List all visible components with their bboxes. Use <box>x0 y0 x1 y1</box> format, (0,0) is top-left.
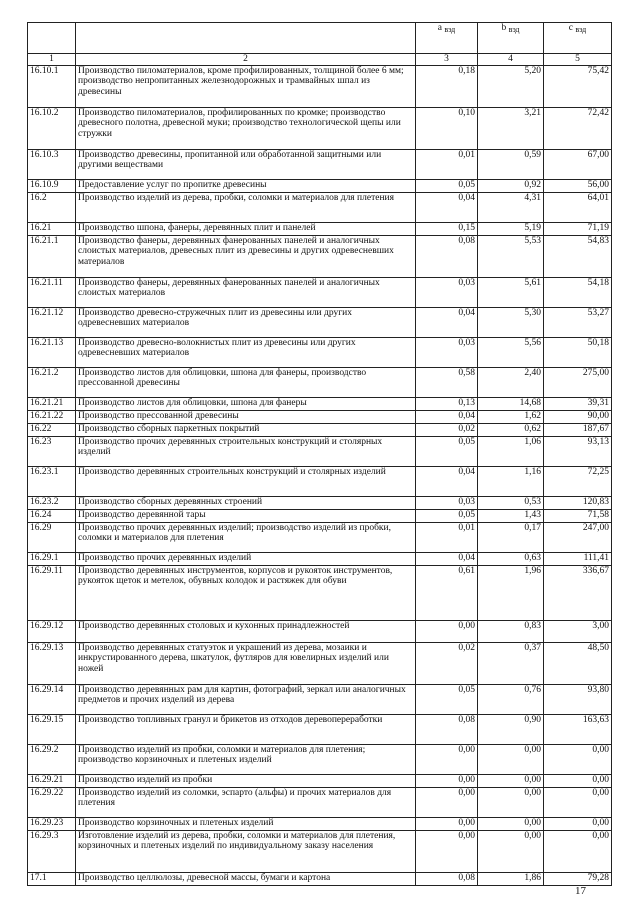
row-code: 16.23.2 <box>28 496 76 509</box>
row-value-c: 71,19 <box>544 222 612 235</box>
row-value-a: 0,08 <box>416 872 478 885</box>
header-desc <box>76 23 416 54</box>
row-value-b: 5,20 <box>478 65 544 107</box>
table-row <box>28 565 612 620</box>
row-value-a: 0,15 <box>416 222 478 235</box>
table-row <box>28 817 612 830</box>
row-value-a: 0,61 <box>416 565 478 620</box>
row-value-a: 0,58 <box>416 367 478 397</box>
row-code: 16.21 <box>28 222 76 235</box>
row-value-c: 75,42 <box>544 65 612 107</box>
column-number: 4 <box>478 54 544 66</box>
row-value-c: 72,25 <box>544 466 612 496</box>
page-number: 17 <box>575 885 586 897</box>
row-code: 16.21.12 <box>28 307 76 337</box>
table-row <box>28 509 612 522</box>
table-row <box>28 552 612 565</box>
table-row <box>28 307 612 337</box>
row-value-c: 0,00 <box>544 744 612 774</box>
row-description: Производство фанеры, деревянных фанерованных панелей и аналогичных слоистых материалов <box>76 277 416 307</box>
row-value-c: 67,00 <box>544 149 612 179</box>
row-value-b: 4,31 <box>478 192 544 222</box>
row-description: Производство шпона, фанеры, деревянных плит и панелей <box>76 222 416 235</box>
row-value-a: 0,05 <box>416 509 478 522</box>
row-description: Изготовление изделий из дерева, пробки, соломки и материалов для плетения, корзиночных и плетеных изделий по индивидуальному заказу населения <box>76 830 416 872</box>
row-description: Производство сборных паркетных покрытий <box>76 423 416 436</box>
row-value-b: 5,30 <box>478 307 544 337</box>
row-code: 16.29.23 <box>28 817 76 830</box>
row-value-b: 1,62 <box>478 410 544 423</box>
row-description: Производство корзиночных и плетеных изделий <box>76 817 416 830</box>
row-description: Производство листов для облицовки, шпона для фанеры <box>76 397 416 410</box>
row-code: 16.29.12 <box>28 620 76 642</box>
table-row <box>28 620 612 642</box>
row-value-c: 54,83 <box>544 235 612 277</box>
row-value-c: 93,80 <box>544 684 612 714</box>
row-value-b: 0,17 <box>478 522 544 552</box>
row-value-c: 0,00 <box>544 774 612 787</box>
row-code: 16.29.21 <box>28 774 76 787</box>
row-description: Производство деревянных столовых и кухонных принадлежностей <box>76 620 416 642</box>
row-value-a: 0,01 <box>416 522 478 552</box>
row-value-c: 120,83 <box>544 496 612 509</box>
table-row <box>28 337 612 367</box>
table-row <box>28 397 612 410</box>
row-value-b: 5,56 <box>478 337 544 367</box>
table-body <box>28 23 612 886</box>
table-row <box>28 149 612 179</box>
table-row <box>28 423 612 436</box>
row-code: 16.10.9 <box>28 179 76 192</box>
row-code: 16.29.11 <box>28 565 76 620</box>
header-c-subscript: вэд <box>575 25 587 34</box>
row-value-a: 0,08 <box>416 235 478 277</box>
row-value-a: 0,03 <box>416 277 478 307</box>
row-description: Производство древесно-стружечных плит из древесины или других одревесневших материалов <box>76 307 416 337</box>
row-value-b: 0,59 <box>478 149 544 179</box>
row-code: 16.21.1 <box>28 235 76 277</box>
row-value-b: 2,40 <box>478 367 544 397</box>
table-row <box>28 787 612 817</box>
row-value-a: 0,04 <box>416 466 478 496</box>
row-value-b: 0,00 <box>478 817 544 830</box>
header-a <box>416 23 478 54</box>
row-value-b: 1,06 <box>478 436 544 466</box>
row-value-c: 56,00 <box>544 179 612 192</box>
row-value-b: 1,86 <box>478 872 544 885</box>
table-row <box>28 872 612 885</box>
row-value-c: 48,50 <box>544 642 612 684</box>
row-value-a: 0,05 <box>416 179 478 192</box>
row-value-b: 0,00 <box>478 787 544 817</box>
row-value-c: 53,27 <box>544 307 612 337</box>
row-description: Производство фанеры, деревянных фанерованных панелей и аналогичных слоистых материалов, древесных плит из древесины и других одревесневших материалов <box>76 235 416 277</box>
row-code: 16.29.2 <box>28 744 76 774</box>
header-c-symbol: c <box>568 23 573 33</box>
row-code: 16.21.21 <box>28 397 76 410</box>
table-row <box>28 222 612 235</box>
row-value-a: 0,00 <box>416 830 478 872</box>
column-number: 2 <box>76 54 416 66</box>
row-value-a: 0,00 <box>416 744 478 774</box>
row-value-c: 79,28 <box>544 872 612 885</box>
row-code: 17.1 <box>28 872 76 885</box>
row-value-b: 1,96 <box>478 565 544 620</box>
row-value-b: 5,61 <box>478 277 544 307</box>
row-value-a: 0,00 <box>416 787 478 817</box>
header-a-symbol: a <box>437 23 442 33</box>
row-value-b: 5,53 <box>478 235 544 277</box>
row-value-a: 0,02 <box>416 642 478 684</box>
row-description: Производство топливных гранул и брикетов из отходов деревопереработки <box>76 714 416 744</box>
row-value-a: 0,05 <box>416 436 478 466</box>
row-value-c: 275,00 <box>544 367 612 397</box>
row-code: 16.10.1 <box>28 65 76 107</box>
row-code: 16.23.1 <box>28 466 76 496</box>
table-row <box>28 522 612 552</box>
row-value-a: 0,03 <box>416 337 478 367</box>
row-value-c: 0,00 <box>544 787 612 817</box>
row-value-c: 90,00 <box>544 410 612 423</box>
header-b <box>478 23 544 54</box>
table-row <box>28 65 612 107</box>
row-value-a: 0,04 <box>416 410 478 423</box>
row-description: Производство изделий из пробки, соломки и материалов для плетения; производство корзиночных и плетеных изделий <box>76 744 416 774</box>
row-description: Производство прочих деревянных изделий; производство изделий из пробки, соломки и материалов для плетения <box>76 522 416 552</box>
row-value-a: 0,00 <box>416 817 478 830</box>
row-value-b: 0,00 <box>478 774 544 787</box>
row-value-c: 71,58 <box>544 509 612 522</box>
table-row <box>28 277 612 307</box>
table-row <box>28 436 612 466</box>
table-row <box>28 410 612 423</box>
table-row <box>28 107 612 149</box>
row-description: Производство древесины, пропитанной или обработанной защитными или другими веществами <box>76 149 416 179</box>
row-code: 16.29.15 <box>28 714 76 744</box>
row-value-a: 0,04 <box>416 192 478 222</box>
row-value-a: 0,01 <box>416 149 478 179</box>
row-code: 16.21.11 <box>28 277 76 307</box>
table-row <box>28 744 612 774</box>
row-value-b: 0,00 <box>478 744 544 774</box>
row-description: Производство деревянных рам для картин, фотографий, зеркал или аналогичных предметов и прочих изделий из дерева <box>76 684 416 714</box>
row-description: Производство деревянной тары <box>76 509 416 522</box>
row-code: 16.23 <box>28 436 76 466</box>
table-row <box>28 179 612 192</box>
table-row <box>28 367 612 397</box>
row-value-b: 0,62 <box>478 423 544 436</box>
row-value-a: 0,18 <box>416 65 478 107</box>
table-row <box>28 714 612 744</box>
row-description: Производство деревянных строительных конструкций и столярных изделий <box>76 466 416 496</box>
table-header-row <box>28 23 612 54</box>
row-value-a: 0,10 <box>416 107 478 149</box>
row-value-b: 0,90 <box>478 714 544 744</box>
table-row <box>28 235 612 277</box>
row-value-b: 0,76 <box>478 684 544 714</box>
table-row <box>28 830 612 872</box>
row-value-c: 93,13 <box>544 436 612 466</box>
row-description: Производство прочих деревянных изделий <box>76 552 416 565</box>
row-description: Предоставление услуг по пропитке древесины <box>76 179 416 192</box>
row-value-b: 1,43 <box>478 509 544 522</box>
row-value-a: 0,13 <box>416 397 478 410</box>
column-number: 1 <box>28 54 76 66</box>
row-value-b: 3,21 <box>478 107 544 149</box>
row-value-b: 0,37 <box>478 642 544 684</box>
row-code: 16.2 <box>28 192 76 222</box>
row-description: Производство прессованной древесины <box>76 410 416 423</box>
row-description: Производство прочих деревянных строительных конструкций и столярных изделий <box>76 436 416 466</box>
row-code: 16.21.22 <box>28 410 76 423</box>
header-c <box>544 23 612 54</box>
coefficients-table <box>27 22 612 886</box>
row-value-c: 39,31 <box>544 397 612 410</box>
row-description: Производство деревянных статуэток и украшений из дерева, мозаики и инкрустированного дерева, шкатулок, футляров для ювелирных изделий или ножей <box>76 642 416 684</box>
row-code: 16.29.1 <box>28 552 76 565</box>
row-value-a: 0,00 <box>416 620 478 642</box>
row-description: Производство листов для облицовки, шпона для фанеры, производство прессованной древесины <box>76 367 416 397</box>
row-value-b: 0,92 <box>478 179 544 192</box>
row-value-b: 0,83 <box>478 620 544 642</box>
row-code: 16.22 <box>28 423 76 436</box>
row-description: Производство целлюлозы, древесной массы, бумаги и картона <box>76 872 416 885</box>
row-value-a: 0,00 <box>416 774 478 787</box>
row-value-c: 64,01 <box>544 192 612 222</box>
row-value-c: 247,00 <box>544 522 612 552</box>
row-description: Производство изделий из пробки <box>76 774 416 787</box>
row-code: 16.29.22 <box>28 787 76 817</box>
row-value-c: 72,42 <box>544 107 612 149</box>
row-value-c: 0,00 <box>544 830 612 872</box>
header-b-symbol: b <box>501 23 507 33</box>
row-value-b: 14,68 <box>478 397 544 410</box>
header-a-subscript: вэд <box>444 25 456 34</box>
table-row <box>28 684 612 714</box>
row-description: Производство пиломатериалов, профилированных по кромке; производство древесного полотна, древесной муки; производство технологической щепы или стружки <box>76 107 416 149</box>
row-value-a: 0,02 <box>416 423 478 436</box>
row-code: 16.24 <box>28 509 76 522</box>
header-b-subscript: вэд <box>508 25 520 34</box>
row-code: 16.29 <box>28 522 76 552</box>
row-code: 16.29.13 <box>28 642 76 684</box>
row-description: Производство пиломатериалов, кроме профилированных, толщиной более 6 мм; производство непропитанных железнодорожных и трамвайных шпал из древесины <box>76 65 416 107</box>
row-code: 16.10.2 <box>28 107 76 149</box>
row-value-b: 5,19 <box>478 222 544 235</box>
row-description: Производство древесно-волокнистых плит из древесины или других одревесневших материалов <box>76 337 416 367</box>
row-value-b: 1,16 <box>478 466 544 496</box>
row-code: 16.10.3 <box>28 149 76 179</box>
row-value-a: 0,05 <box>416 684 478 714</box>
table-row <box>28 642 612 684</box>
column-number: 5 <box>544 54 612 66</box>
table-row <box>28 192 612 222</box>
row-description: Производство сборных деревянных строений <box>76 496 416 509</box>
row-value-b: 0,53 <box>478 496 544 509</box>
row-value-a: 0,03 <box>416 496 478 509</box>
row-description: Производство изделий из соломки, эспарто (альфы) и прочих материалов для плетения <box>76 787 416 817</box>
row-value-c: 0,00 <box>544 817 612 830</box>
column-number: 3 <box>416 54 478 66</box>
row-value-c: 54,18 <box>544 277 612 307</box>
table-row <box>28 774 612 787</box>
table-row <box>28 496 612 509</box>
row-code: 16.29.14 <box>28 684 76 714</box>
row-code: 16.29.3 <box>28 830 76 872</box>
table-row <box>28 466 612 496</box>
row-code: 16.21.2 <box>28 367 76 397</box>
row-value-b: 0,63 <box>478 552 544 565</box>
row-code: 16.21.13 <box>28 337 76 367</box>
row-value-a: 0,04 <box>416 307 478 337</box>
row-value-a: 0,04 <box>416 552 478 565</box>
row-value-c: 3,00 <box>544 620 612 642</box>
row-value-c: 187,67 <box>544 423 612 436</box>
row-value-b: 0,00 <box>478 830 544 872</box>
header-code <box>28 23 76 54</box>
row-value-c: 50,18 <box>544 337 612 367</box>
column-number-row <box>28 54 612 66</box>
row-value-c: 163,63 <box>544 714 612 744</box>
row-value-c: 111,41 <box>544 552 612 565</box>
row-value-c: 336,67 <box>544 565 612 620</box>
row-description: Производство деревянных инструментов, корпусов и рукояток инструментов, рукояток щеток и метелок, обувных колодок и растяжек для обуви <box>76 565 416 620</box>
row-value-a: 0,08 <box>416 714 478 744</box>
row-description: Производство изделий из дерева, пробки, соломки и материалов для плетения <box>76 192 416 222</box>
